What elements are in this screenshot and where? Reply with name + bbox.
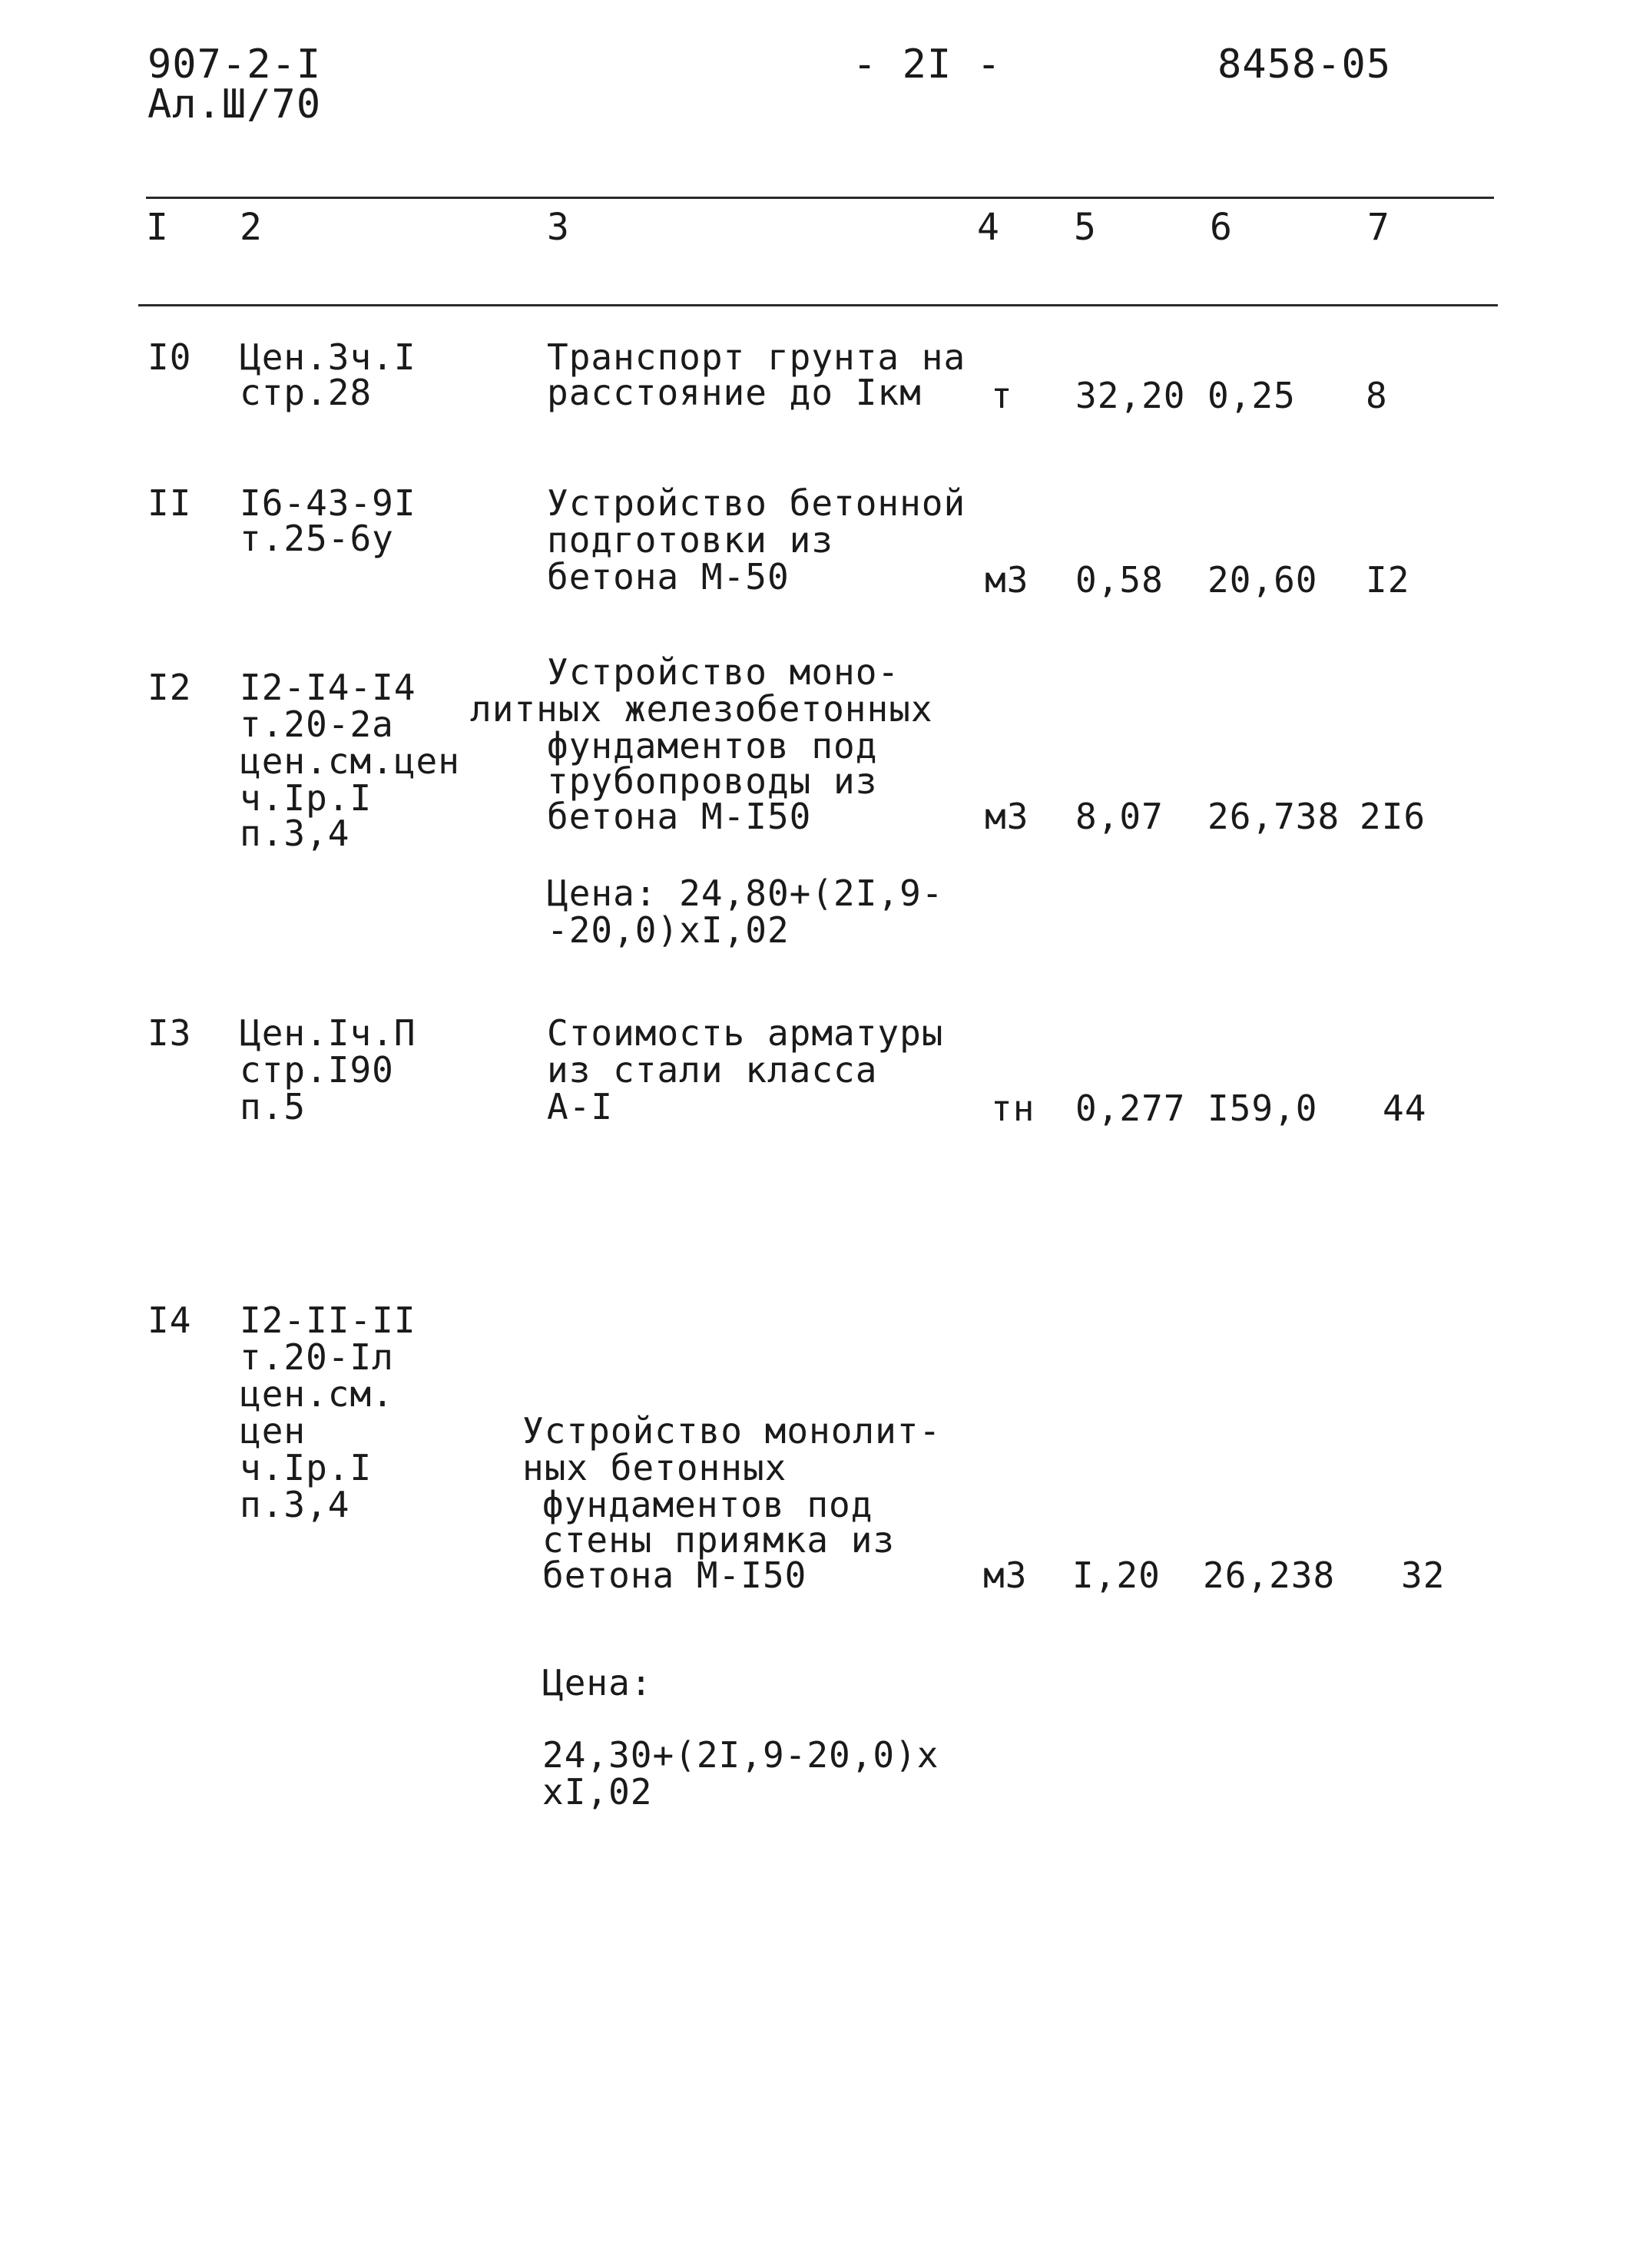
total-cost: 2I6: [1360, 796, 1426, 837]
work-description-line: бетона М-I50: [547, 796, 812, 837]
unit: т: [991, 375, 1013, 416]
basis-line: п.5: [240, 1086, 306, 1127]
work-description-line: Устройство монолит-: [522, 1410, 942, 1452]
quantity: 0,58: [1075, 559, 1164, 601]
price-note-line: -20,0)хI,02: [547, 909, 790, 951]
album-reference: Ал.Ш/70: [147, 81, 322, 127]
work-description-line: бетона М-I50: [542, 1554, 807, 1596]
row-number: I3: [147, 1012, 192, 1054]
unit-price: I59,0: [1207, 1088, 1318, 1129]
row-number: I0: [147, 336, 192, 378]
unit-price: 0,25: [1207, 375, 1296, 416]
column-header-5: 5: [1074, 206, 1097, 249]
basis-line: I2-II-II: [240, 1300, 416, 1341]
quantity: 0,277: [1075, 1088, 1186, 1129]
basis-line: ч.Iр.I: [240, 1447, 373, 1488]
basis-line: стр.28: [240, 372, 373, 413]
basis-line: п.3,4: [240, 813, 350, 854]
basis-line: ч.Iр.I: [240, 777, 373, 819]
basis-line: Цен.3ч.I: [240, 336, 416, 378]
work-description-line: из стали класса: [547, 1049, 878, 1091]
work-description-line: Устройство моно-: [547, 651, 900, 693]
price-note-line: 24,30+(2I,9-20,0)х: [542, 1734, 939, 1776]
total-cost: 44: [1383, 1088, 1427, 1129]
unit: тн: [991, 1088, 1035, 1129]
work-description-line: Стоимость арматуры: [547, 1012, 944, 1054]
row-number: I4: [147, 1300, 192, 1341]
work-description-line: стены приямка из: [542, 1519, 896, 1561]
total-cost: 8: [1366, 375, 1388, 416]
document-number: 8458-05: [1217, 41, 1392, 88]
price-note-label: Цена:: [542, 1662, 653, 1703]
column-header-4: 4: [977, 206, 1000, 249]
work-description-line: Устройство бетонной: [547, 482, 966, 524]
unit: м3: [985, 796, 1029, 837]
work-description-line: расстояние до Iкм: [547, 372, 922, 413]
work-description-line: бетона М-50: [547, 556, 790, 598]
work-description-line: А-I: [547, 1086, 614, 1127]
basis-line: п.3,4: [240, 1484, 350, 1525]
basis-line: Цен.Iч.П: [240, 1012, 416, 1054]
page-number: - 2I -: [853, 41, 1002, 88]
basis-line: т.25-6у: [240, 518, 394, 559]
basis-line: цен.см.: [240, 1373, 394, 1415]
basis-line: I2-I4-I4: [240, 667, 416, 708]
table-top-rule: [146, 197, 1494, 199]
column-header-6: 6: [1210, 206, 1233, 249]
table-header-rule: [138, 304, 1498, 306]
total-cost: I2: [1366, 559, 1410, 601]
work-description-line: фундаментов под: [542, 1484, 873, 1525]
basis-line: I6-43-9I: [240, 482, 416, 524]
total-cost: 32: [1401, 1554, 1446, 1596]
unit-price: 26,738: [1207, 796, 1340, 837]
work-description-line: Транспорт грунта на: [547, 336, 966, 378]
basis-line: цен.см.цен: [240, 740, 460, 782]
row-number: II: [147, 482, 192, 524]
column-header-7: 7: [1367, 206, 1390, 249]
price-note-line: Цена: 24,80+(2I,9-: [547, 872, 944, 914]
quantity: 32,20: [1075, 375, 1186, 416]
column-header-3: 3: [547, 206, 570, 249]
unit-price: 26,238: [1203, 1554, 1336, 1596]
basis-line: цен: [240, 1410, 306, 1452]
work-description-line: ных бетонных: [522, 1447, 787, 1488]
column-header-2: 2: [240, 206, 263, 249]
quantity: I,20: [1072, 1554, 1161, 1596]
unit-price: 20,60: [1207, 559, 1318, 601]
work-description-line: трубопроводы из: [547, 760, 878, 802]
basis-line: т.20-Iл: [240, 1336, 394, 1378]
price-note-line: хI,02: [542, 1771, 653, 1813]
basis-line: стр.I90: [240, 1049, 394, 1091]
basis-line: т.20-2а: [240, 704, 394, 745]
work-description-line: подготовки из: [547, 519, 834, 561]
unit: м3: [983, 1554, 1028, 1596]
column-header-1: I: [146, 206, 169, 249]
unit: м3: [985, 559, 1029, 601]
document-code: 907-2-I: [147, 41, 322, 88]
work-description-line: литных железобетонных: [470, 688, 933, 730]
work-description-line: фундаментов под: [547, 725, 878, 766]
row-number: I2: [147, 667, 192, 708]
quantity: 8,07: [1075, 796, 1164, 837]
